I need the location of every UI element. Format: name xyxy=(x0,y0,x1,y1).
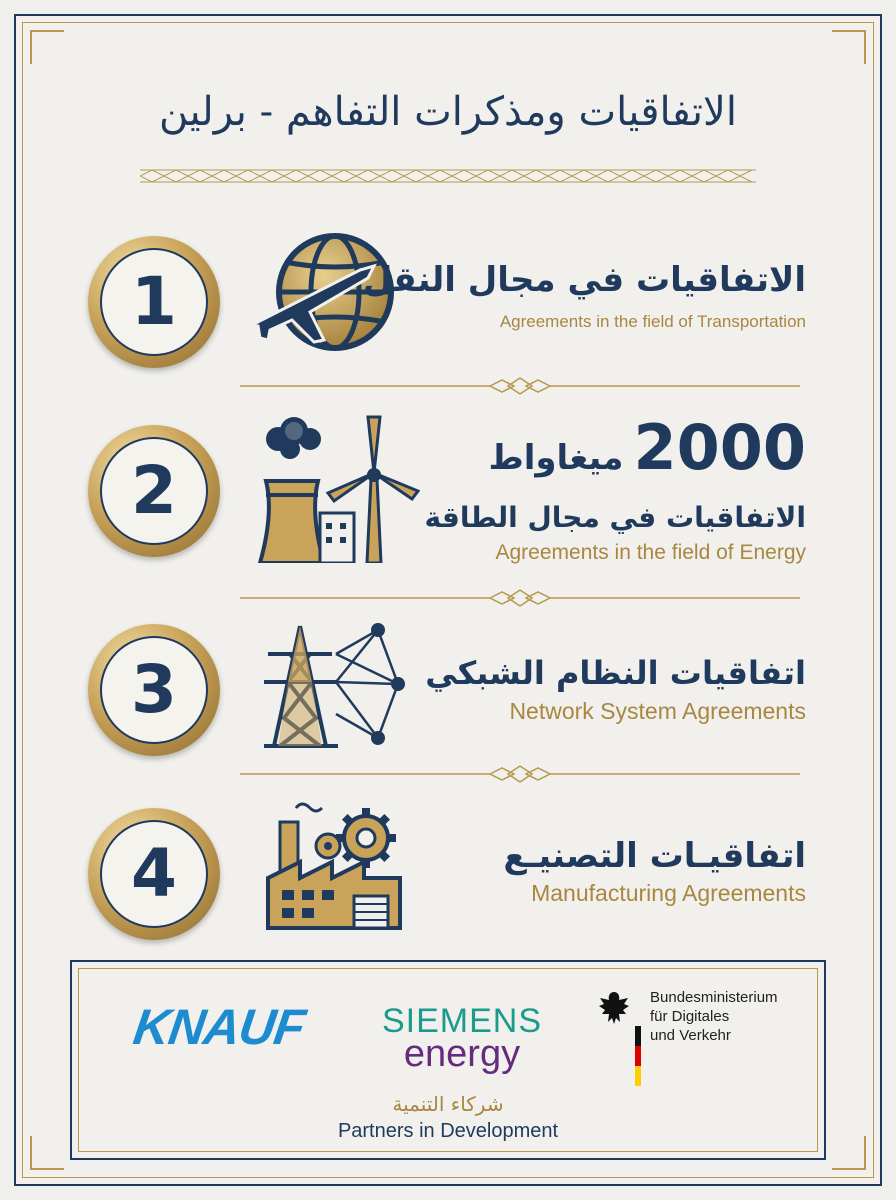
badge-number: 3 xyxy=(131,651,177,728)
section-divider xyxy=(240,764,800,784)
number-badge xyxy=(88,236,220,368)
corner-ornament xyxy=(30,1136,64,1170)
number-badge xyxy=(88,624,220,756)
agreement-row-manufacturing xyxy=(60,790,836,960)
ministry-line: Bundesministerium xyxy=(650,989,778,1006)
item-title-en: Agreements in the field of Transportation xyxy=(499,312,806,331)
badge-number: 1 xyxy=(131,263,177,340)
power-plant-wind-turbine-icon xyxy=(240,413,420,563)
item-title-en: Network System Agreements xyxy=(509,698,806,724)
federal-eagle-icon xyxy=(596,988,632,1028)
badge-number: 4 xyxy=(131,835,177,912)
section-divider xyxy=(240,376,800,396)
transmission-tower-network-icon xyxy=(260,618,410,754)
partners-panel xyxy=(70,960,826,1160)
capacity-unit: ميغاواط xyxy=(488,438,624,478)
factory-gear-icon xyxy=(260,798,410,934)
corner-ornament xyxy=(30,30,64,64)
capacity-value: 2000 xyxy=(633,411,806,484)
item-title-ar: الاتفاقيات في مجال النقل xyxy=(362,260,806,300)
number-badge xyxy=(88,808,220,940)
item-title-en: Agreements in the field of Energy xyxy=(495,541,806,564)
item-title-ar: اتفاقيـات التصنيـع xyxy=(503,836,806,876)
siemens-logo-line2: energy xyxy=(403,1033,521,1075)
partners-heading-en: Partners in Development xyxy=(337,1120,559,1142)
ministry-logo-text xyxy=(650,988,820,1045)
agreement-row-transportation xyxy=(60,220,836,390)
item-title-ar: اتفاقيات النظام الشبكي xyxy=(425,654,806,692)
knauf-logo: KNAUF xyxy=(130,999,308,1055)
item-title-ar: الاتفاقيات في مجال الطاقة xyxy=(424,501,806,534)
siemens-logo-line1: SIEMENS xyxy=(381,1002,543,1040)
ministry-line: und Verkehr xyxy=(650,1027,731,1044)
partners-heading-ar: شركاء التنمية xyxy=(392,1092,504,1116)
item-title-en: Manufacturing Agreements xyxy=(531,880,806,906)
corner-ornament xyxy=(832,30,866,64)
page-title: الاتفاقيات ومذكرات التفاهم - برلين xyxy=(159,89,737,135)
badge-number: 2 xyxy=(131,452,177,529)
title-ornament xyxy=(140,164,756,188)
section-divider xyxy=(240,588,800,608)
agreement-row-energy xyxy=(60,405,836,575)
german-flag-bar xyxy=(635,1026,641,1086)
agreement-row-network xyxy=(60,612,836,782)
energy-capacity xyxy=(488,411,806,484)
number-badge xyxy=(88,425,220,557)
corner-ornament xyxy=(832,1136,866,1170)
ministry-line: für Digitales xyxy=(650,1008,730,1025)
